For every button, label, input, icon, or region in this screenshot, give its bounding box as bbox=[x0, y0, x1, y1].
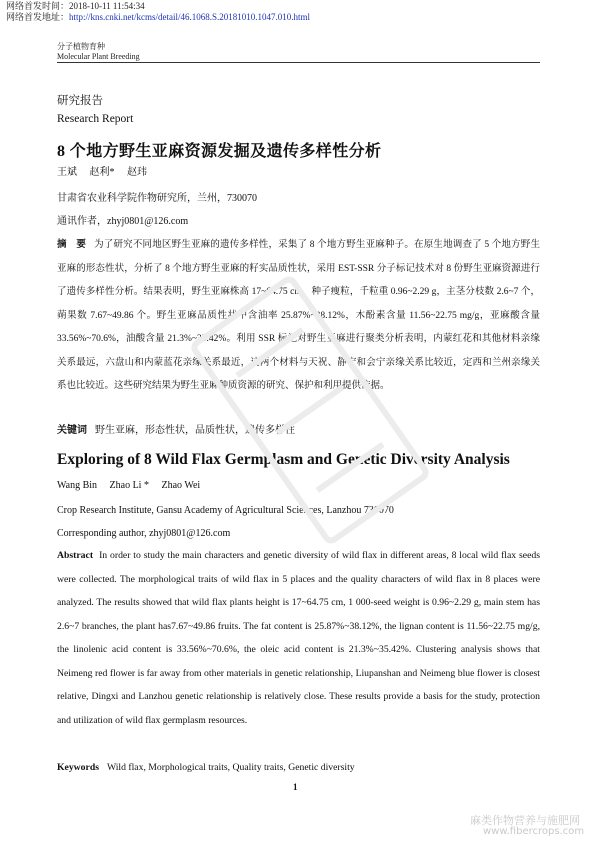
page-number: 1 bbox=[293, 782, 298, 792]
affiliation-cn: 甘肃省农业科学院作物研究所，兰州，730070 bbox=[57, 193, 257, 204]
abstract-text-cn: 为了研究不同地区野生亚麻的遗传多样性，采集了 8 个地方野生亚麻种子。在原生地调查了 5 个地方野生亚麻的形态性状，分析了 8 个地方野生亚麻的籽实品质性状，采用 EST-SSR 分子标记技术对 8 份野生亚麻资源进行了遗传多样性分析。结果表明，野生亚麻株高 17~64.75 cm，种子瘦粒，千粒重 0.96~2.29 g，主茎分枝数 2.6~7 个，蒴果数 7.67~49.86 个。野生亚麻品质性状中含油率 25.87%~38.12%，木酚素含量 11.56~22.75 mg/g，亚麻酸含量 33.56%~70.6%，油酸含量 21.3%~35.42%。利用 SSR 标记对野生亚麻进行聚类分析表明，内蒙红花和其他材料亲缘关系最远，六盘山和内蒙蓝花亲缘关系最近，这两个材料与天祝、静宁和会宁亲缘关系比较近，定西和兰州亲缘关系也比较近。这些研究结果为野生亚麻种质资源的研究、保护和利用提供依据。 bbox=[57, 240, 540, 391]
keywords-text-cn: 野生亚麻，形态性状，品质性状，遗传多样性 bbox=[95, 425, 295, 436]
publication-info bbox=[6, 1, 310, 23]
publish-address bbox=[6, 12, 310, 23]
publish-date: 网络首发时间：2018-10-11 11:54:34 bbox=[6, 1, 145, 11]
watermark-text-cn: 麻类作物营养与施肥网 bbox=[470, 814, 580, 827]
affiliation-en: Crop Research Institute, Gansu Academy of Agricultural Sciences, Lanzhou 730070 bbox=[57, 505, 394, 516]
publish-address-label: 网络首发地址： bbox=[6, 12, 70, 22]
title-en: Exploring of 8 Wild Flax Germplasm and Genetic Diversity Analysis bbox=[57, 451, 510, 468]
keywords-label-cn: 关键词 bbox=[57, 425, 87, 436]
title-cn: 8 个地方野生亚麻资源发掘及遗传多样性分析 bbox=[57, 143, 382, 160]
abstract-en bbox=[57, 544, 540, 732]
watermark-url: www.fibercrops.com bbox=[483, 826, 585, 837]
abstract-label-cn: 摘 要 bbox=[57, 240, 87, 250]
keywords-label-en: Keywords bbox=[57, 762, 99, 773]
abstract-text-en: In order to study the main characters and genetic diversity of wild flax in different areas, 8 local wild flax seeds were collected. The morphological traits of wild flax in 5 places and the quality characters of wild flax in 8 places were analyzed. The results showed that wild flax plants height is 17~64.75 cm, 1 000-seed weight is 0.96~2.29 g, main stem has 2.6~7 branches, the plant has7.67~49.86 fruits. The fat content is 25.87%~38.12%, the lignan content is 11.56~22.75 mg/g, the linolenic acid content is 33.56%~70.6%, the oleic acid content is 21.3%~35.42%. Clustering analysis shows that Neimeng red flower is far away from other materials in genetic relationship, Liupanshan and Neimeng blue flower is closest relative, Dingxi and Lanzhou genetic relationship is relatively close. These results provide a basis for the study, protection and utilization of wild flax germplasm resources. bbox=[57, 550, 540, 726]
corresponding-cn: 通讯作者，zhyj0801@126.com bbox=[57, 216, 189, 227]
journal-name-en: Molecular Plant Breeding bbox=[57, 51, 140, 61]
section-label-en: Research Report bbox=[57, 113, 134, 125]
authors-en: Wang Bin Zhao Li * Zhao Wei bbox=[57, 480, 201, 491]
section-label-cn: 研究报告 bbox=[57, 95, 103, 107]
publish-url-link[interactable]: http://kns.cnki.net/kcms/detail/46.1068.S.20181010.1047.010.html bbox=[69, 12, 311, 22]
header-divider bbox=[57, 62, 540, 63]
authors-cn: 王斌 赵利* 赵玮 bbox=[57, 167, 147, 178]
corresponding-en: Corresponding author, zhyj0801@126.com bbox=[57, 528, 231, 539]
journal-header bbox=[57, 42, 140, 61]
watermark-stamp bbox=[180, 250, 440, 570]
abstract-label-en: Abstract bbox=[57, 550, 94, 561]
journal-name-cn: 分子植物育种 bbox=[57, 42, 105, 51]
keywords-text-en: Wild flax, Morphological traits, Quality traits, Genetic diversity bbox=[106, 762, 355, 773]
keywords-en bbox=[57, 762, 355, 773]
